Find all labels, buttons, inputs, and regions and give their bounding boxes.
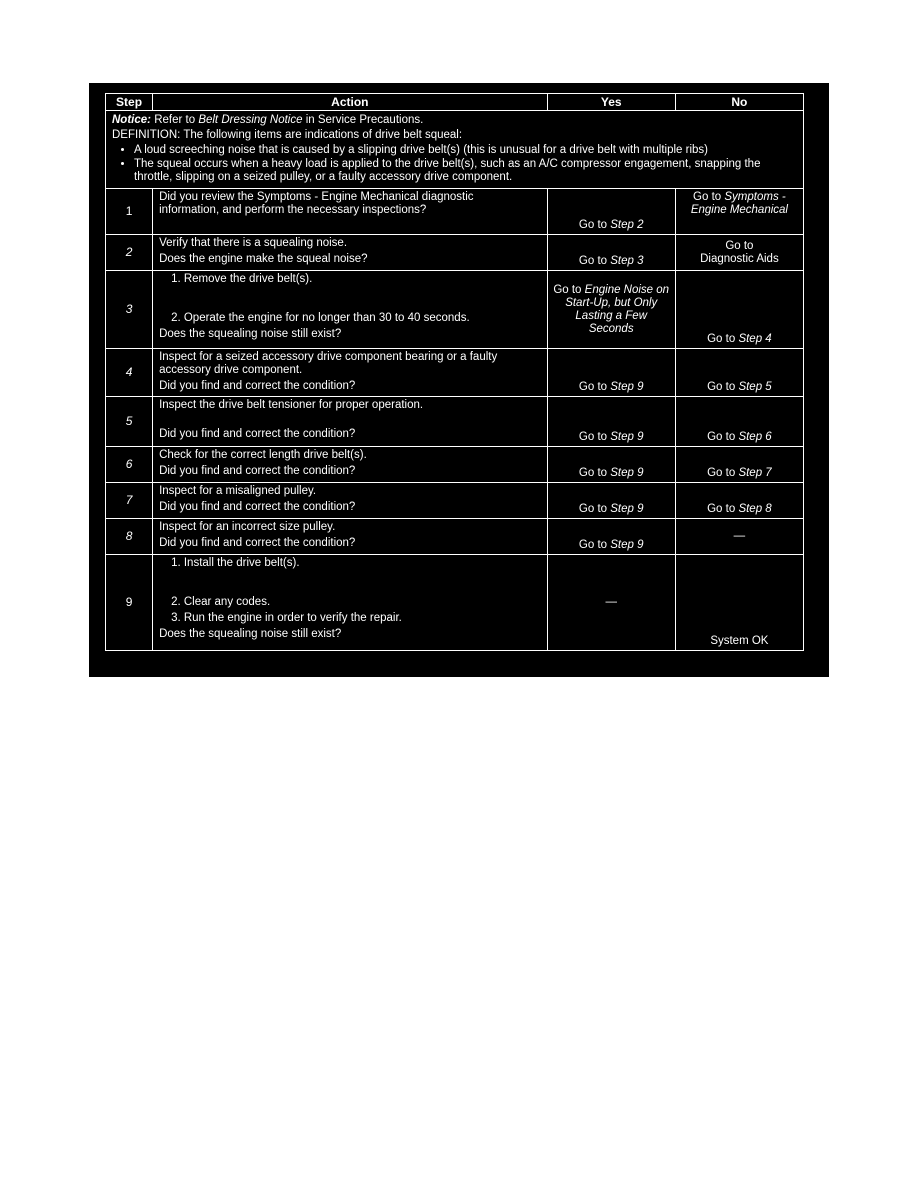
yes-link[interactable]: Step 3: [610, 255, 644, 267]
action-text: Verify that there is a squealing noise.: [159, 237, 348, 249]
action-cell: [153, 189, 548, 235]
definition-item: • The squeal occurs when a heavy load is applied to the drive belt(s), such as an A/C compressor engagement, snapping the throttle, slipping on a seized pulley, or a faulty accessory drive component.: [134, 158, 797, 184]
notice-link: Belt Dressing Notice: [198, 114, 303, 126]
header-step: Step: [106, 94, 153, 111]
yes-pre: Go to: [553, 283, 582, 296]
no-link[interactable]: Step 8: [738, 503, 772, 515]
step-number: 4: [106, 349, 153, 397]
no-pre: Go to: [693, 191, 722, 203]
yes-cell: [547, 271, 675, 349]
table-row: [106, 235, 804, 271]
action-cell: [153, 349, 548, 397]
yes-cell: —: [547, 555, 675, 651]
definition-list: [112, 144, 797, 184]
notice-line: [112, 114, 797, 127]
yes-link[interactable]: Engine Noise on Start-Up, but Only Lasting a Few Seconds: [565, 283, 670, 335]
no-pre: Go to: [707, 381, 736, 393]
no-pre: Go to: [707, 503, 736, 515]
action-text: information, and perform the necessary inspections?: [159, 204, 427, 216]
action-text: Inspect for a seized accessory drive component bearing or a faulty: [159, 351, 498, 363]
yes-link[interactable]: Step 9: [610, 467, 644, 479]
yes-pre: Go to: [578, 431, 608, 443]
yes-link[interactable]: Step 9: [610, 381, 644, 393]
action-cell: [153, 397, 548, 447]
action-text: Did you find and correct the condition?: [159, 465, 356, 477]
diagnostic-table: [105, 93, 804, 651]
yes-link[interactable]: Step 9: [610, 431, 644, 443]
header-row: [106, 94, 804, 111]
step-number: 5: [106, 397, 153, 447]
definition-item: • A loud screeching noise that is caused by a slipping drive belt(s) (this is unusual for a drive belt with multiple ribs): [134, 144, 797, 157]
no-cell: —: [675, 519, 803, 555]
table-row: [106, 447, 804, 483]
table-row: [106, 349, 804, 397]
action-text: Did you find and correct the condition?: [159, 428, 356, 440]
action-cell: [153, 235, 548, 271]
step-number: 1: [106, 189, 153, 235]
action-cell: [153, 519, 548, 555]
no-link[interactable]: Step 6: [738, 431, 772, 443]
table-row: [106, 189, 804, 235]
no-cell: [675, 271, 803, 349]
no-cell: [675, 447, 803, 483]
step-number: 7: [106, 483, 153, 519]
action-text: Does the squealing noise still exist?: [159, 628, 342, 640]
no-link[interactable]: Symptoms - Engine Mechanical: [690, 191, 788, 216]
action-text: Inspect the drive belt tensioner for proper operation.: [159, 399, 424, 411]
action-text: 2. Operate the engine for no longer than 30 to 40 seconds.: [171, 312, 470, 324]
action-text: Inspect for a misaligned pulley.: [159, 485, 317, 497]
no-cell: [675, 189, 803, 235]
yes-cell: [547, 189, 675, 235]
no-link[interactable]: Diagnostic Aids: [700, 252, 779, 265]
definition-text: DEFINITION: The following items are indications of drive belt squeal:: [112, 129, 463, 141]
step-number: 6: [106, 447, 153, 483]
yes-cell: [547, 235, 675, 271]
no-cell: System OK: [675, 555, 803, 651]
no-link[interactable]: Step 5: [738, 381, 772, 393]
action-cell: [153, 483, 548, 519]
action-text: Did you find and correct the condition?: [159, 380, 356, 392]
notice-label: Notice:: [112, 114, 151, 126]
yes-pre: Go to: [578, 467, 608, 479]
no-pre: Go to: [707, 431, 736, 443]
action-text: Check for the correct length drive belt(s).: [159, 449, 367, 461]
action-cell: [153, 555, 548, 651]
yes-cell: [547, 349, 675, 397]
yes-link[interactable]: Step 2: [610, 219, 644, 231]
no-link[interactable]: Step 7: [738, 467, 772, 479]
header-no: No: [675, 94, 803, 111]
action-text: 1. Install the drive belt(s).: [171, 557, 300, 569]
step-number: 9: [106, 555, 153, 651]
no-pre: Go to: [725, 239, 754, 252]
step-number: 3: [106, 271, 153, 349]
no-cell: [675, 483, 803, 519]
no-cell: [675, 235, 803, 271]
no-pre: Go to: [707, 333, 736, 345]
action-text: accessory drive component.: [159, 364, 303, 376]
table-row: [106, 483, 804, 519]
table-row: [106, 271, 804, 349]
action-text: Does the engine make the squeal noise?: [159, 253, 368, 265]
step-number: 2: [106, 235, 153, 271]
table-row: [106, 397, 804, 447]
yes-pre: Go to: [578, 503, 608, 515]
yes-pre: Go to: [578, 381, 608, 393]
header-action: Action: [153, 94, 548, 111]
notice-pre: Refer to: [154, 114, 196, 126]
no-cell: [675, 349, 803, 397]
no-cell: [675, 397, 803, 447]
action-text: 2. Clear any codes.: [171, 596, 271, 608]
action-text: 1. Remove the drive belt(s).: [171, 273, 313, 285]
yes-link[interactable]: Step 9: [610, 539, 644, 551]
yes-pre: Go to: [578, 539, 608, 551]
notice-post: in Service Precautions.: [305, 114, 424, 126]
yes-link[interactable]: Step 9: [610, 503, 644, 515]
action-text: Did you find and correct the condition?: [159, 501, 356, 513]
action-text: Does the squealing noise still exist?: [159, 328, 342, 340]
action-text: Inspect for an incorrect size pulley.: [159, 521, 336, 533]
notice-row: [106, 111, 804, 189]
action-cell: [153, 447, 548, 483]
yes-cell: [547, 397, 675, 447]
yes-cell: [547, 483, 675, 519]
no-pre: Go to: [707, 467, 736, 479]
table-row: [106, 555, 804, 651]
action-cell: [153, 271, 548, 349]
notice-cell: [106, 111, 804, 189]
action-text: 3. Run the engine in order to verify the repair.: [171, 612, 402, 624]
yes-pre: Go to: [578, 219, 608, 231]
yes-cell: [547, 447, 675, 483]
no-link[interactable]: Step 4: [738, 333, 772, 345]
header-yes: Yes: [547, 94, 675, 111]
step-number: 8: [106, 519, 153, 555]
diagnostic-frame: [89, 83, 829, 677]
yes-pre: Go to: [578, 255, 608, 267]
yes-cell: [547, 519, 675, 555]
table-row: [106, 519, 804, 555]
action-text: Did you find and correct the condition?: [159, 537, 356, 549]
action-text: Did you review the Symptoms - Engine Mechanical diagnostic: [159, 191, 474, 203]
